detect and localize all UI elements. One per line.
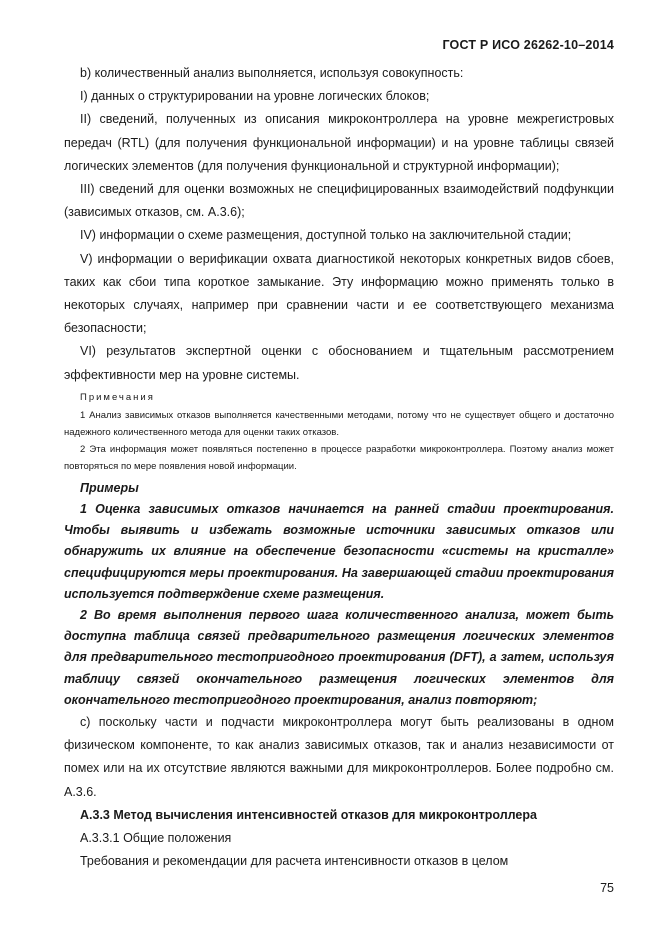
document-header: ГОСТ Р ИСО 26262-10–2014 bbox=[442, 38, 614, 52]
paragraph-v: V) информации о верификации охвата диагностикой некоторых конкретных видов сбоев, таких как сбои типа короткое замыкание. Эту информацию можно применять только в некоторых случаях, например при сравнении части и ее соответствующего механизма безопасности; bbox=[64, 251, 614, 336]
paragraph-ii: II) сведений, полученных из описания микроконтроллера на уровне межрегистровых передач (RTL) (для получения функциональной информации) и на уровне таблицы связей логических элементов (для получения функциональной и структурной информации); bbox=[64, 112, 614, 173]
paragraph-iii: III) сведений для оценки возможных не специфицированных взаимодействий подфункции (зависимых отказов, см. А.3.6); bbox=[64, 182, 614, 220]
paragraph-c: с) поскольку части и подчасти микроконтроллера могут быть реализованы в одном физическом компоненте, то как анализ зависимых отказов, так и анализ независимости от помех или на их отсутствие являются важными для микроконтроллеров. Более подробно см. А.3.6. bbox=[64, 715, 614, 799]
paragraph-vi: VI) результатов экспертной оценки с обоснованием и тщательным рассмотрением эффективности мер на уровне системы. bbox=[64, 344, 614, 382]
paragraph-b: b) количественный анализ выполняется, используя совокупность: bbox=[80, 66, 464, 80]
example-1: 1 Оценка зависимых отказов начинается на ранней стадии проектирования. Чтобы выявить и избежать возможные источники зависимых отказов или обнаружить их влияние на обеспечение безопасности «системы на кристалле» специфицируются меры проектирования. На завершающей стадии проектирования используется подтверждение схеме размещения. bbox=[64, 502, 614, 601]
paragraph-iv: IV) информации о схеме размещения, доступной только на заключительной стадии; bbox=[80, 228, 572, 243]
note-1: 1 Анализ зависимых отказов выполняется качественными методами, потому что не существует общего и достаточно надежного количественного метода для оценки таких отказов. bbox=[64, 409, 614, 438]
examples-title: Примеры bbox=[80, 480, 139, 495]
page-body bbox=[64, 62, 614, 874]
page-number: 75 bbox=[600, 881, 614, 895]
subsection-heading: А.3.3.1 Общие положения bbox=[80, 831, 232, 846]
note-2: 2 Эта информация может появляться постепенно в процессе разработки микроконтроллера. Поэтому анализ может повторяться по мере появления новой информации. bbox=[64, 443, 614, 472]
section-heading: А.3.3 Метод вычисления интенсивностей отказов для микроконтроллера bbox=[80, 807, 537, 822]
notes-title: Примечания bbox=[80, 391, 155, 403]
section-text: Требования и рекомендации для расчета интенсивности отказов в целом bbox=[80, 854, 509, 869]
paragraph-i: I) данных о структурировании на уровне логических блоков; bbox=[80, 89, 430, 104]
example-2: 2 Во время выполнения первого шага количественного анализа, может быть доступна таблица связей предварительного размещения логических элементов для предварительного тестопригодного проектирования (DFT), а затем, используя таблицу связей окончательного размещения логических элементов для окончательного тестопригодного проектирования, анализ повторяют; bbox=[64, 608, 614, 707]
